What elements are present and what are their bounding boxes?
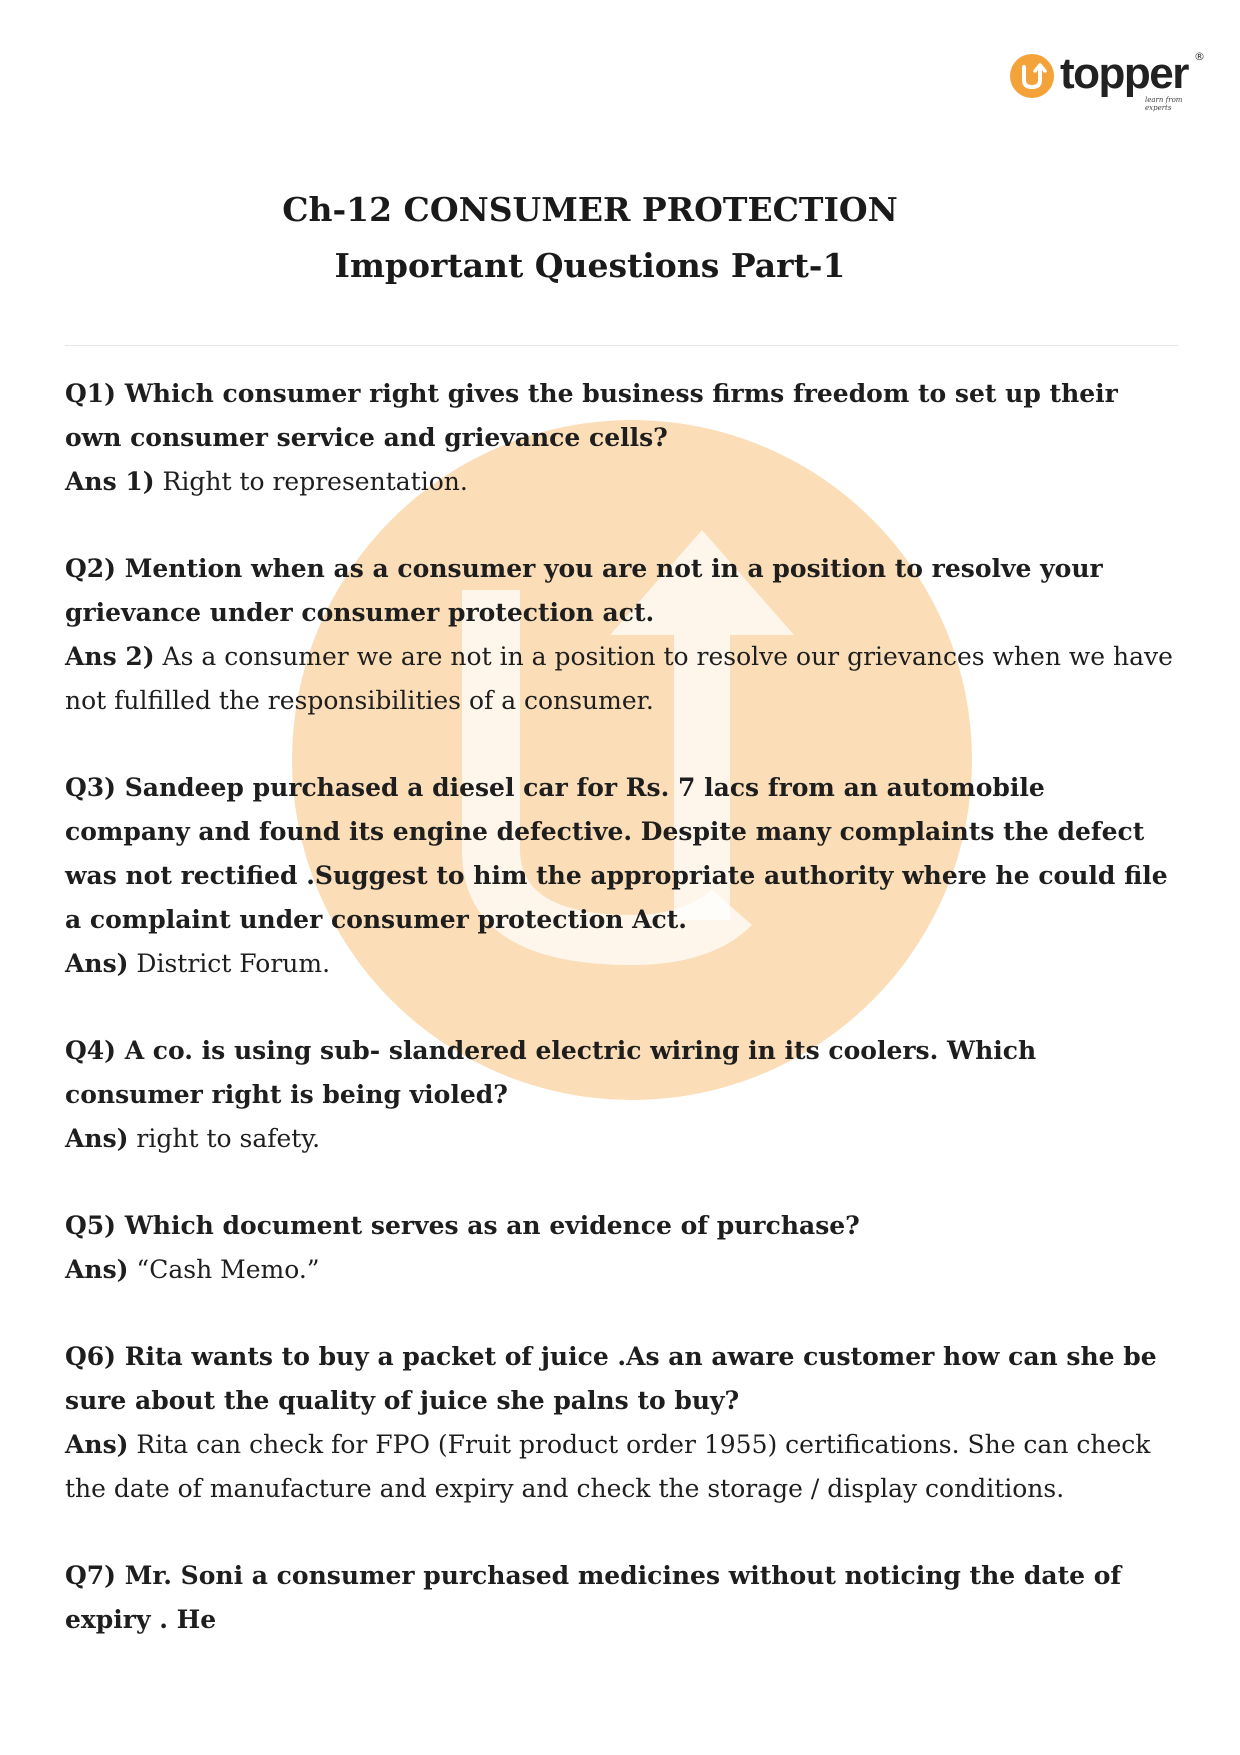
answer-body: Rita can check for FPO (Fruit product order 1955) certifications. She can check the date of manufacture and expiry and check the storage / display conditions. — [65, 1430, 1151, 1503]
question-block-4 — [65, 1029, 1175, 1161]
logo-wordmark: topper — [1060, 49, 1188, 98]
question-text: Q4) A co. is using sub- slandered electric wiring in its coolers. Which consumer right is being violed? — [65, 1036, 1037, 1109]
question-text: Q7) Mr. Soni a consumer purchased medicines without noticing the date of expiry . He — [65, 1561, 1122, 1634]
document-title — [0, 182, 1180, 294]
answer-label: Ans) — [65, 1255, 129, 1284]
answer-label: Ans 2) — [65, 642, 155, 671]
answer-body: right to safety. — [128, 1124, 321, 1153]
question-text: Q6) Rita wants to buy a packet of juice .As an aware customer how can she be sure about the quality of juice she palns to buy? — [65, 1342, 1157, 1415]
question-block-1 — [65, 372, 1175, 504]
question-text: Q5) Which document serves as an evidence of purchase? — [65, 1211, 860, 1240]
questions-list — [65, 372, 1175, 1685]
answer-body: As a consumer we are not in a position to resolve our grievances when we have not fulfilled the responsibilities of a consumer. — [65, 642, 1173, 715]
answer-text — [65, 1117, 1175, 1161]
question-block-3 — [65, 766, 1175, 986]
answer-body: District Forum. — [128, 949, 331, 978]
answer-label: Ans) — [65, 1124, 129, 1153]
answer-text — [65, 1248, 1175, 1292]
question-text: Q3) Sandeep purchased a diesel car for Rs. 7 lacs from an automobile company and found its engine defective. Despite many complaints the defect was not rectified .Suggest to him the appropriate authority where he could file a complaint under consumer protection Act. — [65, 773, 1168, 934]
logo-tagline: learn from experts — [1145, 96, 1183, 112]
answer-text — [65, 635, 1175, 723]
u-logo-icon — [1010, 54, 1054, 98]
answer-label: Ans) — [65, 949, 129, 978]
question-text: Q2) Mention when as a consumer you are not in a position to resolve your grievance under consumer protection act. — [65, 554, 1103, 627]
title-divider — [65, 345, 1178, 346]
answer-label: Ans) — [65, 1430, 129, 1459]
answer-text — [65, 1423, 1175, 1511]
answer-text — [65, 460, 1175, 504]
answer-body: “Cash Memo.” — [128, 1255, 320, 1284]
question-block-2 — [65, 547, 1175, 723]
answer-text — [65, 942, 1175, 986]
question-text: Q1) Which consumer right gives the business firms freedom to set up their own consumer service and grievance cells? — [65, 379, 1118, 452]
chapter-subtitle: Important Questions Part-1 — [334, 246, 846, 285]
registered-mark: ® — [1194, 50, 1205, 63]
question-block-7 — [65, 1554, 1175, 1642]
answer-label: Ans 1) — [65, 467, 155, 496]
topper-logo — [1010, 49, 1210, 112]
question-block-6 — [65, 1335, 1175, 1511]
question-block-5 — [65, 1204, 1175, 1292]
answer-body: Right to representation. — [154, 467, 468, 496]
chapter-title: Ch-12 CONSUMER PROTECTION — [282, 190, 898, 229]
